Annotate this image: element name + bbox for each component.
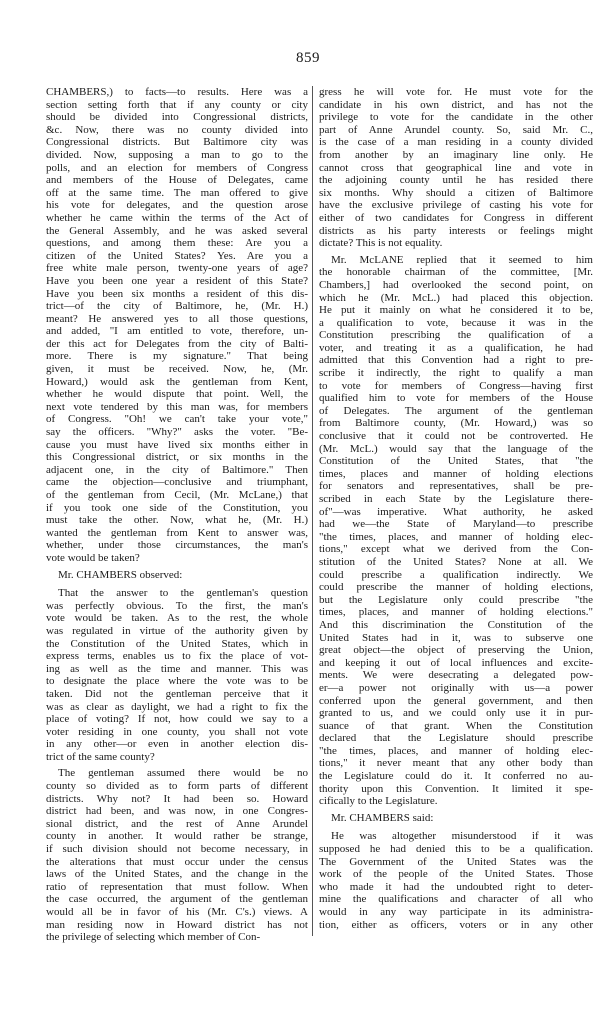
text-line: whether he would dispute that point. Well, the	[46, 388, 308, 401]
paragraph	[319, 86, 593, 250]
text-line: Mr. CHAMBERS observed:	[58, 568, 183, 581]
text-line: Have you been one year a resident of this State?	[46, 274, 308, 287]
text-line: the case occurred, the argument of the gentleman	[46, 893, 308, 906]
text-line: the General Assembly, and he was asked several	[46, 224, 308, 237]
text-line: Constitution of the United States, that "the	[319, 455, 593, 468]
text-line: which he (Mr. McL.) had placed this objection.	[319, 291, 593, 304]
text-line: thority upon this Convention. It limited it spe-	[319, 782, 593, 795]
text-line: but the Legislature only could prescribe "the	[319, 593, 593, 606]
text-line: say the officers. "Why?" asks the voter. "Be-	[46, 426, 308, 439]
text-line: questions, and among them these: Are you a	[46, 237, 308, 250]
text-line: a qualification to vote, because it was in the	[319, 316, 593, 329]
text-line: county in another. It would rather be strange,	[46, 830, 308, 843]
text-line: conclusive that it could not be controverted. He	[319, 430, 593, 443]
text-line: place of voting? If not, how could we say to a	[46, 713, 308, 726]
text-line: The Government of the United States was the	[319, 855, 593, 868]
text-line: was perfectly obvious. To the first, the man's	[46, 599, 308, 612]
text-line: and members of the House of Delegates, came	[46, 174, 308, 187]
text-line: tions," except what we derived from the Con-	[319, 543, 593, 556]
text-line: the adjoining county until he has resided there	[319, 174, 593, 187]
text-line: trict of the same county?	[46, 750, 155, 763]
text-line: voter residing in one county, you shall not vote	[46, 725, 308, 738]
text-line: der this act for Delegates from the city of Balti-	[46, 337, 308, 350]
text-line: "the times, places, and manner of holding elec-	[319, 530, 593, 543]
text-line: the alterations that must occur under the census	[46, 855, 308, 868]
text-line: would in any way participate in its administra-	[319, 906, 593, 918]
speaker-heading	[46, 569, 308, 582]
text-line: er—a power not originally with us—a power	[319, 681, 593, 694]
text-line: was as clear as daylight, we had a right to fix the	[46, 700, 308, 713]
column-divider	[312, 86, 313, 936]
text-line: free white male person, twenty-one years of age?	[46, 262, 308, 275]
page-number: 859	[296, 50, 320, 66]
text-line: off at the same time. The man offered to give	[46, 186, 308, 199]
text-line: was regulated in virtue of the authority given by	[46, 624, 308, 637]
text-line: citizen of the United States? Yes. Are you a	[46, 249, 308, 262]
text-line: his vote for delegates, and the question arose	[46, 199, 308, 212]
text-line: could prescribe a qualification indirectly. We	[319, 568, 593, 581]
text-line: wanted the gentleman from Kent to answer was,	[46, 526, 308, 539]
text-line: given, it must be received. Now, he, (Mr.	[46, 363, 308, 376]
text-line: polls, and an election for members of Congress	[46, 161, 308, 174]
paragraph	[46, 767, 308, 943]
text-line: tions," it never meant that any other body than	[319, 757, 593, 770]
text-line: express terms, enables us to fix the place of vot-	[46, 650, 308, 663]
text-line: section setting forth that if any county or city	[46, 98, 308, 111]
text-line: vote would be taken. As to the rest, the whole	[46, 612, 308, 625]
text-line: ing as well as the time and manner. This was	[46, 662, 308, 675]
text-line: granted to us, and we could only use it in pur-	[319, 707, 593, 720]
paragraph	[46, 86, 308, 565]
text-line: either of two candidates for Congress in different	[319, 211, 593, 224]
text-line: great object—the object of preserving the Union,	[319, 644, 593, 657]
text-line: sional district, and the rest of Anne Arundel	[46, 817, 308, 830]
text-line: part of Anne Arundel county. So, said Mr. C.,	[319, 123, 593, 136]
text-line: tion, either as officers, voters or in any other	[319, 918, 593, 931]
text-line: Constitution prescribing the qualification of a	[319, 329, 593, 342]
text-line: of the gentleman from Cecil, (Mr. McLane,) that	[46, 489, 308, 501]
text-line: district had been, and was now, in one Congres-	[46, 805, 308, 818]
text-line: voter, and treating it as a qualification, he had	[319, 341, 593, 354]
text-line: districts as his party interests or feelings might	[319, 224, 593, 237]
text-line: whether he came within the terms of the Act of	[46, 211, 308, 224]
text-line: admitted that this Convention had a right to pre-	[319, 354, 593, 367]
text-line: That the answer to the gentleman's question	[58, 587, 308, 600]
text-line: &c. Now, there was no county divided into	[46, 123, 308, 136]
text-line: the Constitution of the United States, which in	[46, 637, 308, 650]
text-line: scribe it indirectly, the right to qualify a man	[319, 367, 593, 380]
text-line: had we—the State of Maryland—to prescribe	[319, 518, 593, 531]
text-line: taken. Did not the gentleman perceive that it	[46, 687, 308, 700]
paragraph	[319, 254, 593, 808]
text-line: cifically to the Legislature.	[319, 795, 438, 808]
text-line: this Congressional district, or six months in the	[46, 451, 308, 464]
text-line: next vote tendered by this man was, for members	[46, 400, 308, 413]
text-line: He put it mainly on what he considered it to be,	[319, 304, 593, 317]
text-line: The gentleman assumed there would be no	[58, 767, 308, 780]
text-line: stitution of the United States? None at all. We	[319, 555, 593, 568]
text-line: of"—was imperative. What authority, he asked	[319, 505, 593, 518]
text-line: have the exclusive privilege of casting his vote for	[319, 199, 593, 212]
text-line: times, places, and manner of holding elections."	[319, 606, 593, 619]
text-line: Howard,) would ask the gentleman from Kent,	[46, 375, 308, 388]
text-line: six months. Why should a citizen of Baltimore	[319, 186, 593, 199]
text-line: for senators and representatives, shall be pre-	[319, 480, 593, 493]
text-line: supposed he had denied this to be a qualification.	[319, 843, 593, 856]
paragraph	[319, 830, 593, 931]
text-line: could prescribe the manner of holding elections,	[319, 581, 593, 594]
text-line: ratio of representation that must follow. When	[46, 880, 308, 893]
text-line: And this discrimination the Constitution of the	[319, 618, 593, 631]
text-line: trict—of the city of Baltimore, he, (Mr. H.)	[46, 300, 308, 313]
text-line: to designate the place where the vote was to be	[46, 675, 308, 688]
text-line: would all be in favor of his (Mr. C's.) views. A	[46, 906, 308, 918]
text-line: Mr. CHAMBERS said:	[331, 811, 434, 824]
text-line: whether, under those circumstances, the man's	[46, 539, 308, 552]
text-line: "the times, places, and manner of holding elec-	[319, 744, 593, 757]
text-line: laws of the United States, and the change in the	[46, 868, 308, 881]
text-line: districts. Why not? It had been so. Howard	[46, 792, 308, 805]
text-line: (Mr. McL.) would say that the language of the	[319, 442, 593, 455]
text-line: times, places and manner of holding elections	[319, 467, 593, 480]
text-line: Have you been six months a resident of this dis-	[46, 287, 308, 300]
text-line: the privilege of selecting which member of Con-	[46, 931, 261, 944]
text-line: is the case of a man residing in a county divided	[319, 136, 593, 149]
text-line: scribed in each State by the Legislature there-	[319, 493, 593, 505]
text-line: if you took one side of the Constitution, you	[46, 501, 308, 514]
text-line: dictate? This is not equality.	[319, 237, 443, 250]
text-line: CHAMBERS,) to facts—to results. Here was a	[46, 86, 308, 98]
text-line: qualified him to vote for members of the House	[319, 392, 593, 405]
text-line: Congressional districts. But Baltimore city was	[46, 136, 308, 149]
text-line: adjacent one, in the city of Baltimore." Then	[46, 463, 308, 476]
text-line: in any other—or even in another election dis-	[46, 738, 308, 751]
text-line: work of the people of the United States. Those	[319, 868, 593, 881]
text-line: from Baltimore county, (Mr. Howard,) was so	[319, 417, 593, 430]
text-line: mine the qualifications and character of all who	[319, 893, 593, 906]
text-line: Mr. McLANE replied that it seemed to him	[331, 253, 593, 266]
text-line: privilege to vote for the candidate in the other	[319, 111, 593, 124]
text-line: cause you must have lived six months either in	[46, 438, 308, 451]
paragraph	[46, 587, 308, 763]
right-column	[319, 86, 593, 935]
text-line: candidate in his own district, and has not the	[319, 98, 593, 111]
text-line: suance of that grant. When the Constitution	[319, 719, 593, 732]
text-line: declared that the Legislature should prescribe	[319, 732, 593, 745]
text-line: county so divided as to form parts of different	[46, 780, 308, 793]
text-line: came the objection—conclusive and triumphant,	[46, 476, 308, 489]
text-line: must take the other. Now, what he, (Mr. H.)	[46, 514, 308, 527]
text-line: if such division should not become necessary, in	[46, 843, 308, 856]
text-line: man residing now in Howard district has not	[46, 918, 308, 931]
text-line: and added, "I am entitled to vote, therefore, un-	[46, 325, 308, 338]
left-column	[46, 86, 308, 948]
text-line: more. There is my signature." That being	[46, 350, 308, 363]
text-line: divided. Now, supposing a man to go to the	[46, 148, 308, 161]
speaker-heading	[319, 812, 593, 825]
text-line: from another by an imaginary line only. He	[319, 148, 593, 161]
text-line: of Delegates. The argument of the gentleman	[319, 404, 593, 417]
text-line: and keeping it out of local influences and excite-	[319, 656, 593, 669]
text-line: who made it had the undoubted right to deter-	[319, 880, 593, 893]
text-line: to vote for members of Congress—having first	[319, 379, 593, 392]
text-line: gress he will vote for. He must vote for the	[319, 86, 593, 98]
text-line: United States had in it, was to subserve one	[319, 631, 593, 644]
text-line: should be divided into Congressional districts,	[46, 111, 308, 124]
text-line: cannot cross that geographical line and vote in	[319, 161, 593, 174]
text-line: Chambers,] had overlooked the second point, on	[319, 278, 593, 291]
text-line: conferred upon the general government, and then	[319, 694, 593, 707]
text-line: the Legislature could do it. It conferred no au-	[319, 770, 593, 783]
text-line: meant? He answered yes to all those questions,	[46, 312, 308, 325]
text-line: vote would be taken?	[46, 551, 140, 564]
text-line: the honorable chairman of the committee, [Mr.	[319, 266, 593, 279]
text-line: of Congress. "Oh! we can't take your vote,"	[46, 413, 308, 426]
text-line: He was altogether misunderstood if it was	[331, 830, 593, 843]
text-line: ments. We were desecrating a delegated pow-	[319, 669, 593, 682]
